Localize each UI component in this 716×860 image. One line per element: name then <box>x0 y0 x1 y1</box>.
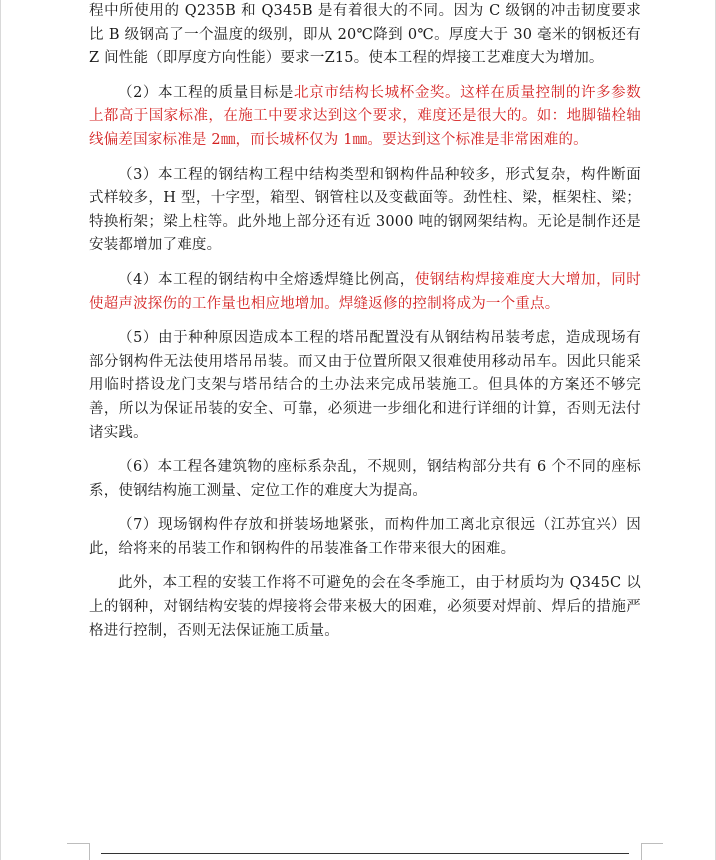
corner-mark-right <box>641 843 663 844</box>
paragraph-8: 此外，本工程的安装工作将不可避免的会在冬季施工，由于材质均为 Q345C 以上的钢种，对钢结构安装的焊接将会带来极大的困难，必须要对焊前、焊后的措施严格进行控制，否则无法保证施工质量。 <box>89 575 641 639</box>
paragraph-2 <box>89 82 641 153</box>
paragraph-4 <box>89 269 641 316</box>
paragraph-4-lead: （4）本工程的钢结构中全熔透焊缝比例高， <box>118 271 415 288</box>
paragraph-2-lead: （2）本工程的质量目标是 <box>118 84 294 101</box>
paragraph-6: （6）本工程各建筑物的座标系杂乱，不规则，钢结构部分共有 6 个不同的座标系，使钢结构施工测量、定位工作的难度大为提高。 <box>89 459 641 499</box>
page-border-left <box>0 0 1 860</box>
corner-mark-left-vertical <box>89 843 90 860</box>
document-body <box>89 0 641 643</box>
paragraph-1-continued: 程中所使用的 Q235B 和 Q345B 是有着很大的不同。因为 C 级钢的冲击韧度要求比 B 级钢高了一个温度的级别，即从 20℃降到 0℃。厚度大于 30 毫米的钢板还有 Z 间性能（即厚度方向性能）要求一Z15。使本工程的焊接工艺难度大为增加。 <box>89 3 641 67</box>
corner-mark-right-vertical <box>641 843 642 860</box>
paragraph-5: （5）由于种种原因造成本工程的塔吊配置没有从钢结构吊装考虑，造成现场有部分钢构件无法使用塔吊吊装。而又由于位置所限又很难使用移动吊车。因此只能采用临时搭设龙门支架与塔吊结合的土办法来完成吊装施工。但具体的方案还不够完善，所以为保证吊装的安全、可靠，必须进一步细化和进行详细的计算，否则无法付诸实践。 <box>89 330 641 441</box>
paragraph-4-emphasis: 使钢结构焊接难度大大增加，同时使超声波探伤的工作量也相应地增加。焊缝返修的控制将成为一个重点。 <box>89 271 641 312</box>
paragraph-3: （3）本工程的钢结构工程中结构类型和钢构件品种较多，形式复杂，构件断面式样较多，H 型，十字型，箱型、钢管柱以及变截面等。劲性柱、梁，框架柱、梁；特换桁架；梁上柱等。此外地上部分还有近 3000 吨的钢网架结构。无论是制作还是安装都增加了难度。 <box>89 166 641 254</box>
corner-mark-left <box>67 843 89 844</box>
paragraph-2-emphasis: 北京市结构长城杯金奖。这样在质量控制的许多参数上都高于国家标准，在施工中要求达到这个要求，难度还是很大的。如：地脚锚栓轴线偏差国家标准是 2㎜，而长城杯仅为 1㎜。要达到这个标准是非常困难的。 <box>89 84 641 148</box>
page-footer <box>101 853 629 860</box>
paragraph-7: （7）现场钢构件存放和拼装场地紧张，而构件加工离北京很远（江苏宜兴）因此，给将来的吊装工作和钢构件的吊装准备工作带来很大的困难。 <box>89 517 641 557</box>
